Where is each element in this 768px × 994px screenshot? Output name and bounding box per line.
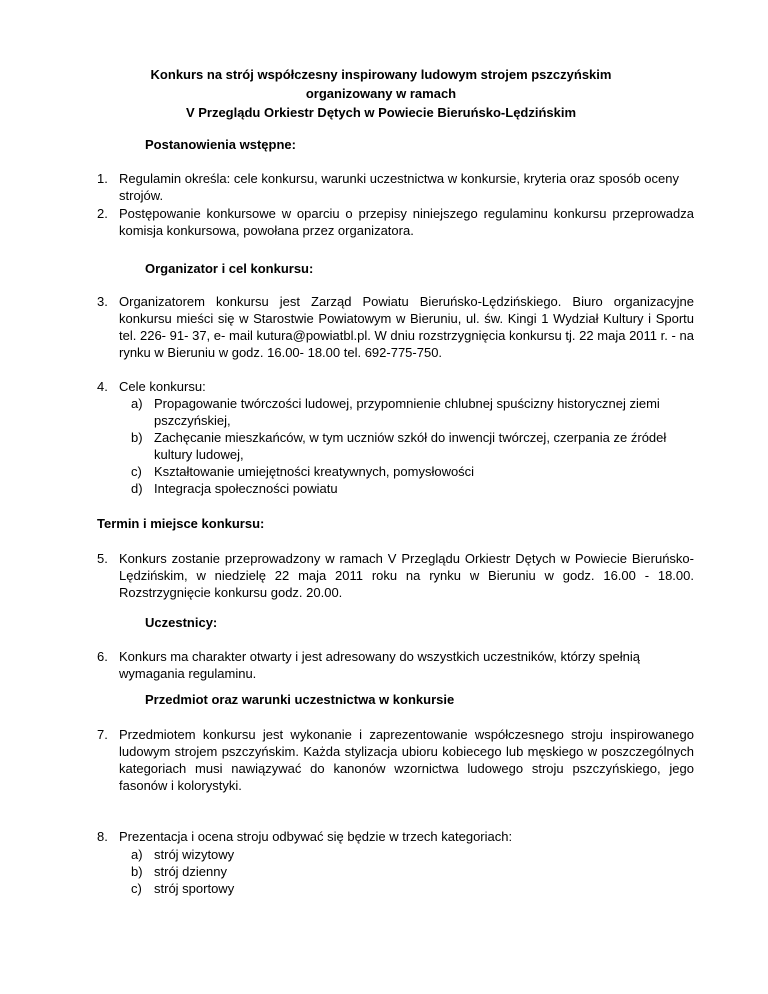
goal-text: Propagowanie twórczości ludowej, przypomnienie chlubnej spuścizny historycznej ziemi pszczyńskiej,: [154, 396, 660, 428]
item-number: 1.: [97, 171, 108, 186]
item-number: 2.: [97, 206, 108, 221]
category-letter: a): [131, 847, 143, 862]
list-item-2: [97, 205, 694, 239]
list-item-4: [97, 378, 694, 395]
list-item-7: [97, 726, 694, 794]
item-number: 3.: [97, 294, 108, 309]
category-item-c: [131, 880, 701, 897]
category-item-a: [131, 846, 701, 863]
category-letter: b): [131, 864, 143, 879]
item-number: 8.: [97, 829, 108, 844]
item-text: Prezentacja i ocena stroju odbywać się będzie w trzech kategoriach:: [119, 829, 513, 844]
heading-organizer: Organizator i cel konkursu:: [145, 261, 314, 276]
goal-item-d: [131, 480, 701, 497]
item-number: 5.: [97, 551, 108, 566]
title-line-2: organizowany w ramach: [305, 86, 457, 101]
goal-letter: b): [131, 430, 143, 445]
heading-date: Termin i miejsce konkursu:: [97, 516, 265, 531]
item-text: Przedmiotem konkursu jest wykonanie i zaprezentowanie współczesnego stroju inspirowanego ludowym strojem pszczyńskim. Każda stylizacja ubioru kobiecego lub męskiego w poszczególnych kategoriach musi nawiązywać do kanonów wzornictwa ludowego stroju pszczyńskiego, jego fasonów i kolorystyki.: [119, 727, 694, 793]
item-text: Organizatorem konkursu jest Zarząd Powiatu Bieruńsko-Lędzińskiego. Biuro organizacyjne konkursu mieści się w Starostwie Powiatowym w Bieruniu, ul. św. Kingi 1 Wydział Kultury i Sportu tel. 226- 91- 37, e- mail kutura@powiatbl.pl. W dniu rozstrzygnięcia konkursu tj. 22 maja 2011 r. - na rynku w Bieruniu w godz. 16.00- 18.00 tel. 692-775-750.: [119, 294, 694, 360]
category-text: strój dzienny: [154, 864, 227, 879]
item-number: 6.: [97, 649, 108, 664]
goal-item-b: [131, 429, 701, 463]
category-text: strój sportowy: [154, 881, 235, 896]
item-text: Cele konkursu:: [119, 379, 206, 394]
category-item-b: [131, 863, 701, 880]
categories-list: [131, 846, 701, 897]
item-text: Konkurs ma charakter otwarty i jest adresowany do wszystkich uczestników, którzy spełnią wymagania regulaminu.: [119, 649, 640, 681]
goal-letter: d): [131, 481, 143, 496]
list-item-6: [97, 648, 694, 682]
item-number: 4.: [97, 379, 108, 394]
goal-item-c: [131, 463, 701, 480]
title-line-1: Konkurs na strój współczesny inspirowany ludowym strojem pszczyńskim: [150, 67, 612, 82]
goal-text: Kształtowanie umiejętności kreatywnych, pomysłowości: [154, 464, 475, 479]
document-title: [128, 65, 634, 122]
heading-intro: Postanowienia wstępne:: [145, 137, 296, 152]
category-text: strój wizytowy: [154, 847, 235, 862]
item-number: 7.: [97, 727, 108, 742]
list-item-1: [97, 170, 694, 204]
item-text: Konkurs zostanie przeprowadzony w ramach V Przeglądu Orkiestr Dętych w Powiecie Bieruńsko-Lędzińskim, w niedzielę 22 maja 2011 roku na rynku w Bieruniu w godz. 16.00 - 18.00. Rozstrzygnięcie konkursu godz. 20.00.: [119, 551, 694, 600]
title-line-3: V Przeglądu Orkiestr Dętych w Powiecie Bieruńsko-Lędzińskim: [185, 105, 577, 120]
category-letter: c): [131, 881, 142, 896]
goal-item-a: [131, 395, 701, 429]
list-item-5: [97, 550, 694, 601]
goals-list: [131, 395, 701, 497]
heading-participants: Uczestnicy:: [145, 615, 218, 630]
list-item-8: [97, 828, 694, 845]
heading-subject: Przedmiot oraz warunki uczestnictwa w konkursie: [145, 692, 455, 707]
item-text: Regulamin określa: cele konkursu, warunki uczestnictwa w konkursie, kryteria oraz sposób oceny strojów.: [119, 171, 679, 203]
list-item-3: [97, 293, 694, 361]
goal-text: Integracja społeczności powiatu: [154, 481, 338, 496]
item-text: Postępowanie konkursowe w oparciu o przepisy niniejszego regulaminu konkursu przeprowadza komisja konkursowa, powołana przez organizatora.: [119, 206, 694, 238]
goal-text: Zachęcanie mieszkańców, w tym uczniów szkół do inwencji twórczej, czerpania ze źródeł kultury ludowej,: [154, 430, 667, 462]
goal-letter: a): [131, 396, 143, 411]
goal-letter: c): [131, 464, 142, 479]
